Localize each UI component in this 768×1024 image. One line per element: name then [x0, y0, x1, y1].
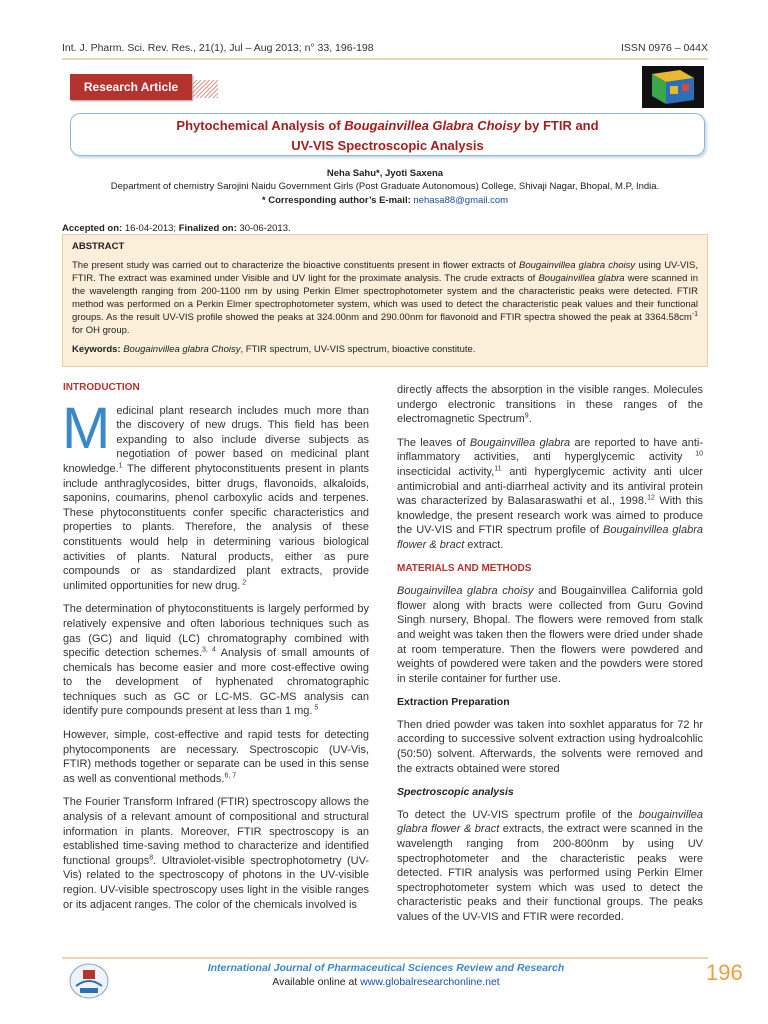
dates: Accepted on: 16-04-2013; Finalized on: 30-06-2013. — [62, 223, 291, 234]
extraction-heading: Extraction Preparation — [397, 696, 510, 709]
extraction-paragraph: Then dried powder was taken into soxhlet apparatus for 72 hr according to successive solvent extraction using hydroalcohlic (50:50) solvent. Afterwards, the solvents were removed and the extracts obtained were stored — [397, 718, 703, 775]
journal-url-link[interactable]: www.globalresearchonline.net — [360, 976, 500, 988]
citation: Int. J. Pharm. Sci. Rev. Res., 21(1), Jul – Aug 2013; n° 33, 196-198 — [62, 42, 374, 54]
running-header — [62, 42, 708, 54]
spectroscopic-paragraph: To detect the UV-VIS spectrum profile of the bougainvillea glabra flower & bract extracts, the extract were scanned in the wavelength ranging from 200-800nm by using UV spectrophotometer and the characteristic peaks were detected. FTIR analysis was performed using Perkin Elmer spectrophotometer system which was used to detect the characteristic peaks and their functional groups. The peaks values of the UV-VIS and FTIR were recorded. — [397, 808, 703, 923]
authors: Neha Sahu*, Jyoti Saxena — [326, 168, 444, 179]
footer-availability: Available online at www.globalresearchonline.net — [272, 976, 500, 988]
journal-logo-icon — [640, 64, 706, 110]
dropcap: M — [62, 395, 111, 461]
research-article-badge: Research Article — [70, 74, 192, 100]
abstract-box — [62, 234, 708, 367]
publisher-logo-icon — [68, 962, 110, 1000]
right-paragraph-2: The leaves of Bougainvillea glabra are reported to have anti- inflammatory activities, anti hyperglycemic activity $^{10}$ insecticidal activity,$^{11}$ anti hyperglycemic activity anti ulcer antimicrobial and anti-diarrheal activity and its antiviral protein was characterized by Balasaraswathi et al., 1998.12 With this knowledge, the present research work was aimed to produce the UV-VIS and FTIR spectrum profile of Bougainvillea glabra flower & bract extract. — [397, 436, 704, 551]
intro-paragraph-1: Medicinal plant research includes much more than the discovery of new drugs. This field has been expanding to also include diverse subjects as negotiation of power based on medicinal plant knowledge.$^1$ The different phytoconstituents present in plants include anthraglycosides, bitter drugs, flavonoids, alkaloids, saponins, coumarins, phenol carboxylic acids and terpenes. These phytoconstituents confer specific characteristics and properties to plants. Therefore, the analysis of these constituents would help in determining various biological activities of plants. Natural products, either as pure compounds or as standardized plant extracts, provide unlimited opportunities for new drug. $^2$ — [62, 395, 369, 592]
intro-paragraph-2: The determination of phytoconstituents is largely performed by relatively expensive and often laborious techniques such as gas (GC) and liquid (LC) chromatography combined with specific detection schemes.$^{3, 4}$ Analysis of small amounts of chemicals has become easier and more cost-effective owing to the development of hyphenated chromatographic techniques such as GC or LC-MS. GC-MS analysis can identify pure compounds present at less than 1 mg. $^5$ — [63, 603, 369, 718]
email-link[interactable]: nehasa88@gmail.com — [413, 195, 509, 206]
issn: ISSN 0976 – 044X — [621, 42, 708, 54]
paper-title: Phytochemical Analysis of Bougainvillea Glabra Choisy by FTIR and UV-VIS Spectroscopic Analysis — [70, 113, 705, 156]
page-number: 196 — [706, 960, 743, 985]
corresponding-author: * Corresponding author’s E-mail: nehasa88@gmail.com — [261, 195, 509, 206]
badge-hatch-decoration — [192, 80, 218, 98]
keywords: Keywords: Bougainvillea glabra Choisy, FTIR spectrum, UV-VIS spectrum, bioactive constitute. — [72, 344, 476, 355]
right-column — [397, 383, 703, 934]
materials-methods-heading: MATERIALS AND METHODS — [397, 562, 532, 574]
introduction-heading: INTRODUCTION — [63, 382, 140, 393]
footer-journal-name: International Journal of Pharmaceutical Sciences Review and Research — [207, 962, 565, 974]
left-column — [63, 381, 369, 921]
materials-paragraph: Bougainvillea glabra choisy and Bougainvillea California gold flower along with bracts were collected from Guru Govind Singh nursery, Bhopal. The flowers were removed from stalk and weight was taken then the flowers were dried under shade at room temperature. Then the flowers were powdered and weights of powdered were taken and the powders were stored in sterile container for further use. — [397, 585, 703, 685]
intro-paragraph-3: However, simple, cost-effective and rapid tests for detecting phytocomponents are necessary. Spectroscopic (UV-Vis, FTIR) methods together or separate can be used in this sense as well as conventional methods.$^{6, 7}$ — [63, 729, 369, 785]
right-paragraph-1: directly affects the absorption in the visible ranges. Molecules undergo electronic transitions in these ranges of the electromagnetic Spectrum$^9$. — [397, 384, 703, 426]
abstract-heading: ABSTRACT — [72, 241, 125, 252]
spectroscopic-heading: Spectroscopic analysis — [397, 786, 514, 799]
header-rule — [62, 58, 708, 60]
affiliation: Department of chemistry Sarojini Naidu Government Girls (Post Graduate Autonomous) College, Shivaji Nagar, Bhopal, M.P, India. — [110, 181, 660, 192]
abstract-text: The present study was carried out to characterize the bioactive constituents present in flower extracts of Bougainvillea glabra choisy using UV-VIS, FTIR. The extract was examined under Visible and UV light for the proximate analysis. The crude extracts of Bougainvillea glabra were scanned in the wavelength ranging from 200-1100 nm by using Perkin Elmer spectrophotometer system and the characteristic peaks were detected. FTIR method was performed on a Perkin Elmer spectrophotometer system, which was used to detect the characteristic peak values and their functional groups. As the result UV-VIS profile showed the peaks at 324.00nm and 290.00nm for flavonoid and FTIR spectra showed the peak at $3364.58cm^{-1}$ for OH group. — [72, 260, 699, 336]
intro-paragraph-4: The Fourier Transform Infrared (FTIR) spectroscopy allows the analysis of a relevant amount of compositional and structural information in plants. Moreover, FTIR spectroscopy is an established time-saving method to characterize and identified functional groups$^8$. Ultraviolet-visible spectrophotometry (UV-Vis) related to the spectroscopy of photons in the UV-visible region. UV-visible spectroscopy uses light in the visible ranges or its adjacent ranges. The color of the chemicals involved is — [63, 796, 369, 911]
footer-rule — [62, 957, 708, 959]
